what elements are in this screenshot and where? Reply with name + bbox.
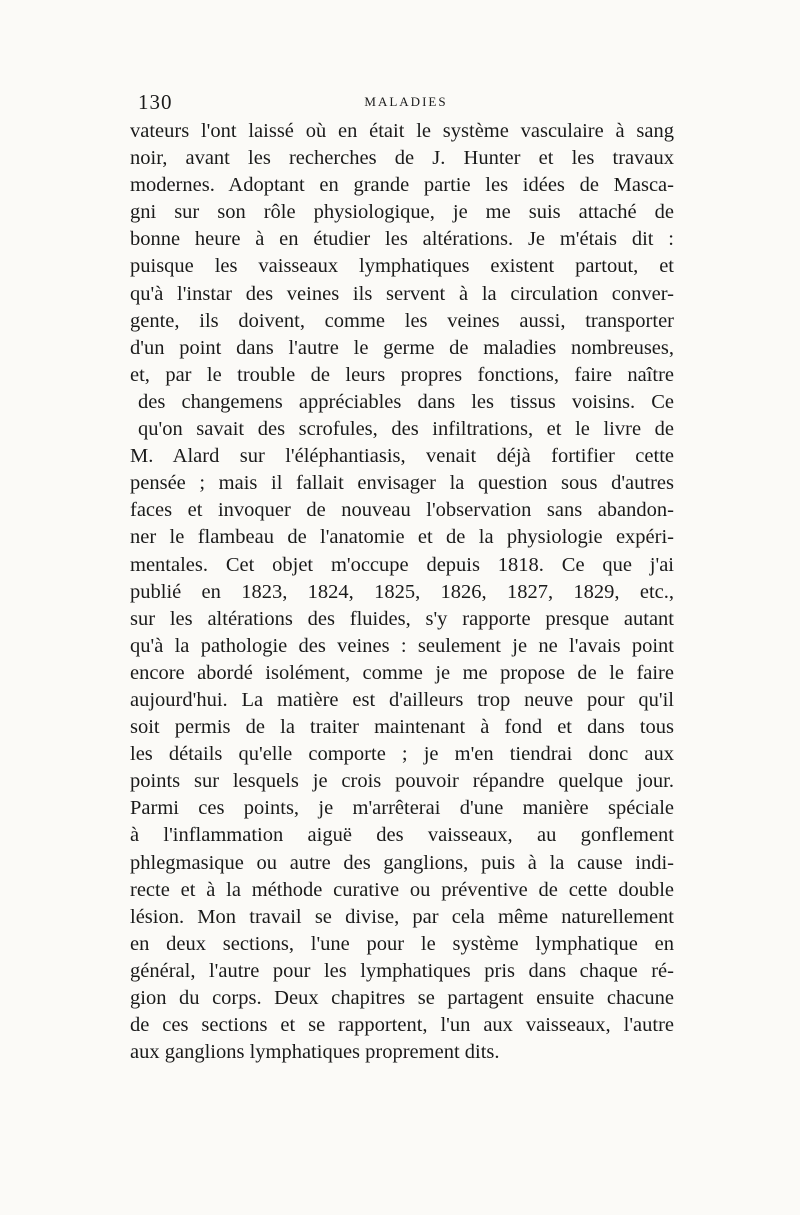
- text-line: lésion. Mon travail se divise, par cela même naturellement: [130, 905, 674, 928]
- text-line: gni sur son rôle physiologique, je me suis attaché de: [130, 201, 674, 224]
- text-line: qu'on savait des scrofules, des infiltrations, et le livre de: [138, 418, 674, 441]
- text-line: soit permis de la traiter maintenant à fond et dans tous: [130, 716, 674, 739]
- text-line: aux ganglions lymphatiques proprement dits.: [130, 1041, 500, 1064]
- text-line: sur les altérations des fluides, s'y rapporte presque autant: [130, 607, 674, 630]
- text-line: recte et à la méthode curative ou préventive de cette double: [130, 878, 674, 901]
- text-line: qu'à l'instar des veines ils servent à la circulation conver-: [130, 282, 674, 305]
- text-line: publié en 1823, 1824, 1825, 1826, 1827, 1829, etc.,: [130, 580, 674, 603]
- text-line: faces et invoquer de nouveau l'observation sans abandon-: [130, 499, 674, 522]
- text-line: encore abordé isolément, comme je me propose de le faire: [130, 661, 674, 684]
- text-line: en deux sections, l'une pour le système lymphatique en: [130, 932, 674, 955]
- text-line: aujourd'hui. La matière est d'ailleurs trop neuve pour qu'il: [130, 688, 674, 711]
- text-line: Parmi ces points, je m'arrêterai d'une manière spéciale: [130, 797, 674, 820]
- text-line: bonne heure à en étudier les altérations. Je m'étais dit :: [130, 228, 674, 251]
- text-line: pensée ; mais il fallait envisager la question sous d'autres: [130, 472, 674, 495]
- text-line: ner le flambeau de l'anatomie et de la physiologie expéri-: [130, 526, 674, 549]
- text-line: M. Alard sur l'éléphantiasis, venait déjà fortifier cette: [130, 445, 674, 468]
- running-title: MALADIES: [364, 94, 448, 109]
- text-line: modernes. Adoptant en grande partie les idées de Masca-: [130, 174, 674, 197]
- page-number: 130: [138, 90, 173, 114]
- text-line: des changemens appréciables dans les tissus voisins. Ce: [138, 390, 674, 413]
- text-line: les détails qu'elle comporte ; je m'en tiendrai donc aux: [130, 743, 674, 766]
- text-line: puisque les vaisseaux lymphatiques existent partout, et: [130, 255, 674, 278]
- text-line: de ces sections et se rapportent, l'un aux vaisseaux, l'autre: [130, 1014, 674, 1037]
- text-line: et, par le trouble de leurs propres fonctions, faire naître: [130, 363, 674, 386]
- text-line: gente, ils doivent, comme les veines aussi, transporter: [130, 309, 674, 332]
- text-line: phlegmasique ou autre des ganglions, puis à la cause indi-: [130, 851, 674, 874]
- text-line: d'un point dans l'autre le germe de maladies nombreuses,: [130, 336, 674, 359]
- running-head: [138, 90, 674, 116]
- text-line: général, l'autre pour les lymphatiques pris dans chaque ré-: [130, 959, 674, 982]
- text-line: noir, avant les recherches de J. Hunter et les travaux: [130, 147, 674, 170]
- text-line: mentales. Cet objet m'occupe depuis 1818. Ce que j'ai: [130, 553, 674, 576]
- text-line: à l'inflammation aiguë des vaisseaux, au gonflement: [130, 824, 674, 847]
- text-line: gion du corps. Deux chapitres se partagent ensuite chacune: [130, 987, 674, 1009]
- body-text: [130, 118, 674, 1066]
- text-line: points sur lesquels je crois pouvoir répandre quelque jour.: [130, 770, 674, 793]
- text-line: qu'à la pathologie des veines : seulement je ne l'avais point: [130, 634, 674, 657]
- text-line: vateurs l'ont laissé où en était le système vasculaire à sang: [130, 120, 674, 142]
